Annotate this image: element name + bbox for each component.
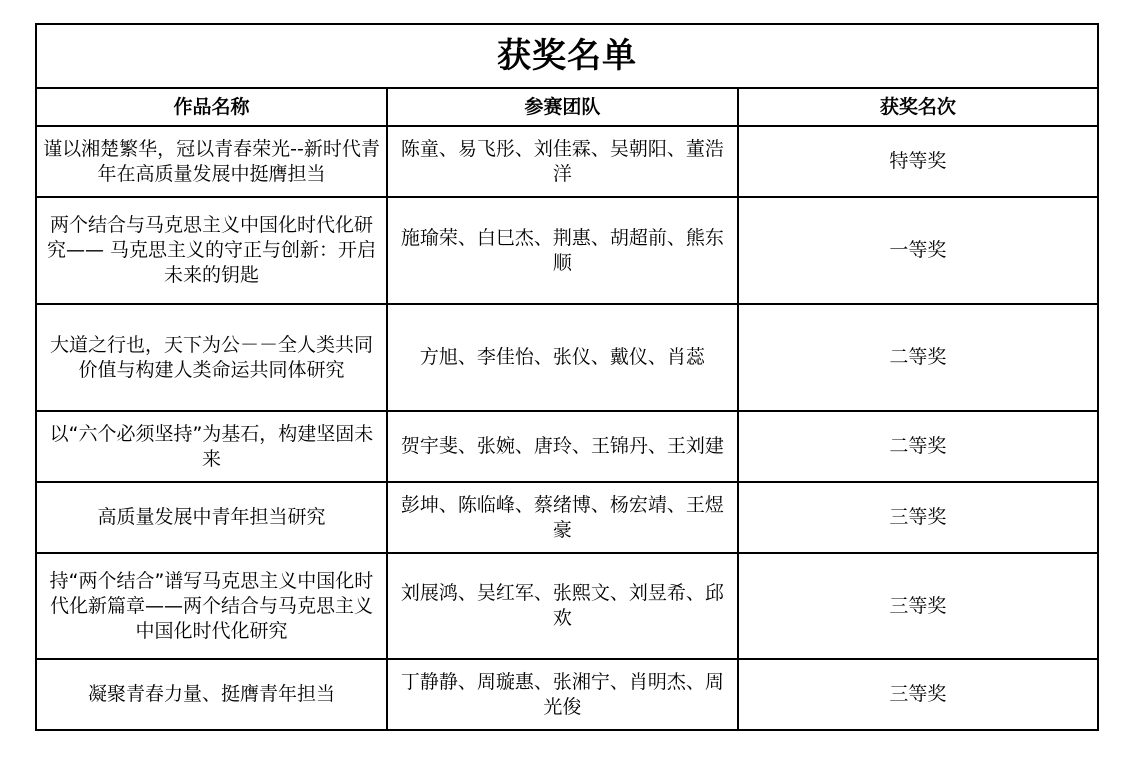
cell-work-name: 高质量发展中青年担当研究: [36, 482, 387, 553]
cell-work-name: 两个结合与马克思主义中国化时代化研 究—— 马克思主义的守正与创新：开启未来的钥匙: [36, 197, 387, 304]
cell-rank: 三等奖: [738, 482, 1098, 553]
cell-work-name: 凝聚青春力量、挺膺青年担当: [36, 659, 387, 730]
header-work-name: 作品名称: [36, 88, 387, 126]
table-row: [36, 411, 1098, 482]
cell-team: 贺宇斐、张婉、唐玲、王锦丹、王刘建: [387, 411, 738, 482]
cell-work-name: 以“六个必须坚持”为基石，构建坚固未来: [36, 411, 387, 482]
cell-team: 施瑜荣、白巳杰、荆惠、胡超前、熊东顺: [387, 197, 738, 304]
cell-rank: 三等奖: [738, 553, 1098, 659]
table-title: 获奖名单: [36, 24, 1098, 88]
header-row: [36, 88, 1098, 126]
title-row: [36, 24, 1098, 88]
cell-rank: 特等奖: [738, 126, 1098, 197]
cell-rank: 二等奖: [738, 304, 1098, 411]
cell-work-name: 持“两个结合”谱写马克思主义中国化时代化新篇章——两个结合与马克思主义中国化时代化研究: [36, 553, 387, 659]
header-rank: 获奖名次: [738, 88, 1098, 126]
cell-work-name: 谨以湘楚繁华，冠以青春荣光--新时代青年在高质量发展中挺膺担当: [36, 126, 387, 197]
award-list-table: [35, 23, 1099, 731]
cell-rank: 三等奖: [738, 659, 1098, 730]
cell-rank: 二等奖: [738, 411, 1098, 482]
cell-work-name: 大道之行也，天下为公－－全人类共同价值与构建人类命运共同体研究: [36, 304, 387, 411]
table-row: [36, 482, 1098, 553]
cell-team: 彭坤、陈临峰、蔡绪博、杨宏靖、王煜豪: [387, 482, 738, 553]
table-row: [36, 126, 1098, 197]
cell-team: 丁静静、周璇惠、张湘宁、肖明杰、周光俊: [387, 659, 738, 730]
header-team: 参赛团队: [387, 88, 738, 126]
table-row: [36, 304, 1098, 411]
cell-team: 刘展鸿、吴红军、张熙文、刘昱希、邱欢: [387, 553, 738, 659]
table-row: [36, 197, 1098, 304]
table-row: [36, 659, 1098, 730]
cell-team: 陈童、易飞彤、刘佳霖、吴朝阳、董浩洋: [387, 126, 738, 197]
table-row: [36, 553, 1098, 659]
cell-team: 方旭、李佳怡、张仪、戴仪、肖蕊: [387, 304, 738, 411]
cell-rank: 一等奖: [738, 197, 1098, 304]
